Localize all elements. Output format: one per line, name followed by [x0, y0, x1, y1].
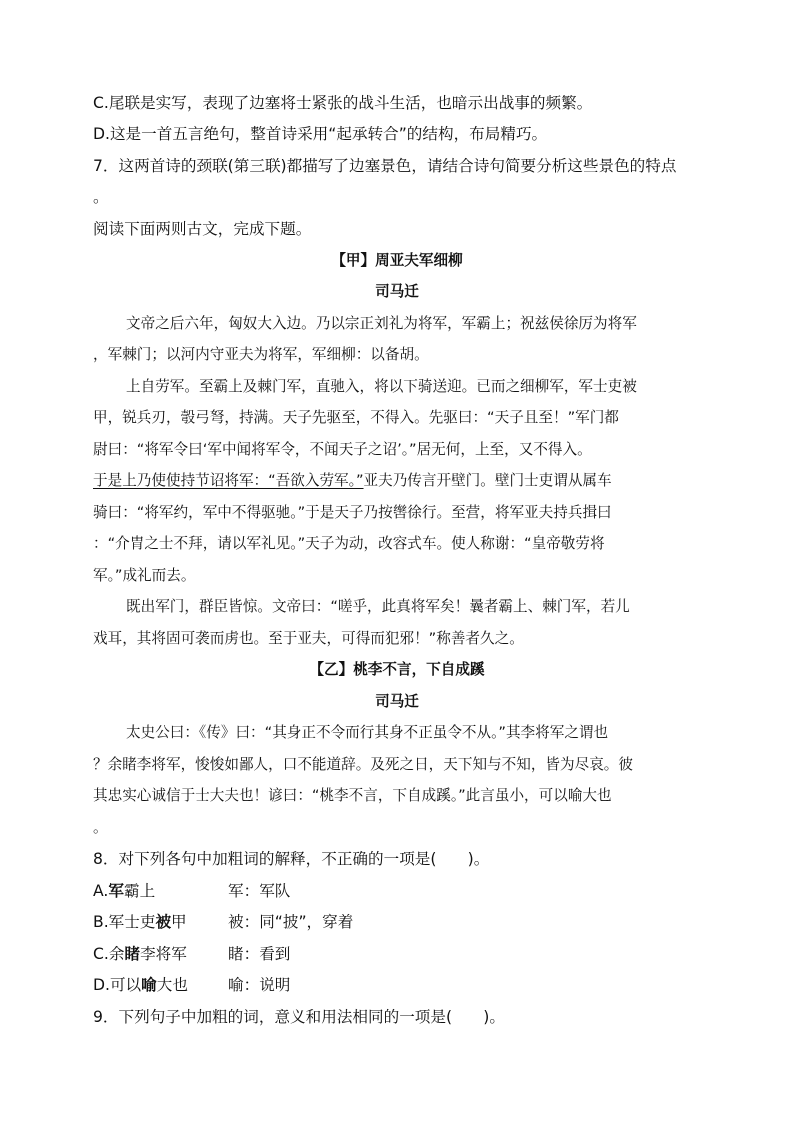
option-phrase: [93, 912, 228, 932]
option-text: C.余: [93, 945, 125, 963]
option-phrase: [93, 881, 228, 901]
option-phrase: [93, 975, 228, 995]
q6-option-c: C.尾联是实写，表现了边塞将士紧张的战斗生活，也暗示出战事的频繁。: [93, 94, 593, 112]
q8-option-c: [93, 944, 290, 964]
option-text: A.: [93, 882, 109, 900]
option-gloss: 被：同“披”，穿着: [228, 913, 354, 931]
bold-word: 睹: [124, 945, 141, 963]
q9-stem: 9．下列句子中加粗的词，意义和用法相同的一项是( )。: [93, 1008, 505, 1026]
passage-yi-title: 【乙】桃李不言，下自成蹊: [309, 661, 485, 678]
passage-jia-line: ，军棘门；以河内守亚夫为将军，军细柳：以备胡。: [93, 346, 429, 363]
option-text: 李将军: [140, 945, 187, 963]
q6-option-d: D.这是一首五言绝句，整首诗采用“起承转合”的结构，布局精巧。: [93, 125, 548, 143]
q8-option-a: [93, 881, 290, 901]
q8-option-d: [93, 975, 290, 995]
option-gloss: 睹：看到: [228, 945, 291, 963]
passage-jia-title: 【甲】周亚夫军细柳: [331, 252, 463, 269]
passage-jia-line-underlined-row: [93, 471, 612, 491]
passage-yi-author: 司马迁: [375, 693, 419, 710]
passage-yi-line: ？余睹李将军，悛悛如鄙人，口不能道辞。及死之日，天下知与不知，皆为尽哀。彼: [93, 756, 633, 773]
option-text: D.可以: [93, 976, 142, 994]
bold-word: 被: [155, 913, 172, 931]
passage-jia-line: 既出军门，群臣皆惊。文帝曰：“嗟乎，此真将军矣！曩者霸上、棘门军，若儿: [126, 598, 630, 615]
passage-yi-line: 。: [93, 819, 108, 836]
option-text: B.军士吏: [93, 913, 156, 931]
passage-jia-line: 骑曰：“将军约，军中不得驱驰。”于是天子乃按辔徐行。至营，将军亚夫持兵揖曰: [93, 504, 612, 521]
underlined-sentence: 于是上乃使使持节诏将军：“吾欲入劳军。”: [93, 472, 364, 489]
option-text: 大也: [156, 976, 188, 994]
passage-jia-line: 文帝之后六年，匈奴大入边。乃以宗正刘礼为将军，军霸上；祝兹侯徐厉为将军: [126, 315, 637, 332]
option-text: 霸上: [123, 882, 156, 900]
q8-stem: 8．对下列各句中加粗词的解释，不正确的一项是( )。: [93, 850, 490, 868]
passage-yi-line: 其忠实心诚信于士大夫也！谚曰：“桃李不言，下自成蹊。”此言虽小，可以喻大也: [93, 787, 612, 804]
passage-jia-line: 上自劳军。至霸上及棘门军，直驰入，将以下骑送迎。已而之细柳军，军士吏被: [126, 378, 637, 395]
option-text: 甲: [171, 913, 187, 931]
passage-jia-line: 军。”成礼而去。: [93, 567, 196, 584]
q8-option-b: [93, 912, 353, 932]
reading-intro: 阅读下面两则古文，完成下题。: [93, 220, 312, 238]
passage-jia-line: ：“介胄之士不拜，请以军礼见。”天子为动，改容式车。使人称谢：“皇帝敬劳将: [93, 535, 605, 552]
option-gloss: 喻：说明: [228, 976, 291, 994]
passage-jia-line: 甲，锐兵刃，彀弓弩，持满。天子先驱至，不得入。先驱曰：“天子且至！”军门都: [93, 409, 619, 426]
bold-word: 军: [108, 882, 124, 900]
passage-yi-line: 太史公曰：《传》曰：“其身正不令而行其身不正虽令不从。”其李将军之谓也: [126, 724, 609, 741]
passage-jia-line: 尉曰：“将军令曰‘军中闻将军令，不闻天子之诏’。”居无何，上至，又不得入。: [93, 441, 592, 458]
passage-jia-line-tail: 亚夫乃传言开壁门。壁门士吏谓从属车: [363, 472, 612, 489]
bold-word: 喻: [141, 976, 157, 994]
option-gloss: 军：军队: [228, 882, 291, 900]
q7-stem-end: 。: [93, 188, 109, 206]
passage-jia-author: 司马迁: [375, 283, 419, 300]
q7-stem: 7．这两首诗的颈联(第三联)都描写了边塞景色，请结合诗句简要分析这些景色的特点: [93, 157, 677, 175]
passage-jia-line: 戏耳，其将固可袭而虏也。至于亚夫，可得而犯邪！”称善者久之。: [93, 630, 524, 647]
option-phrase: [93, 944, 228, 964]
